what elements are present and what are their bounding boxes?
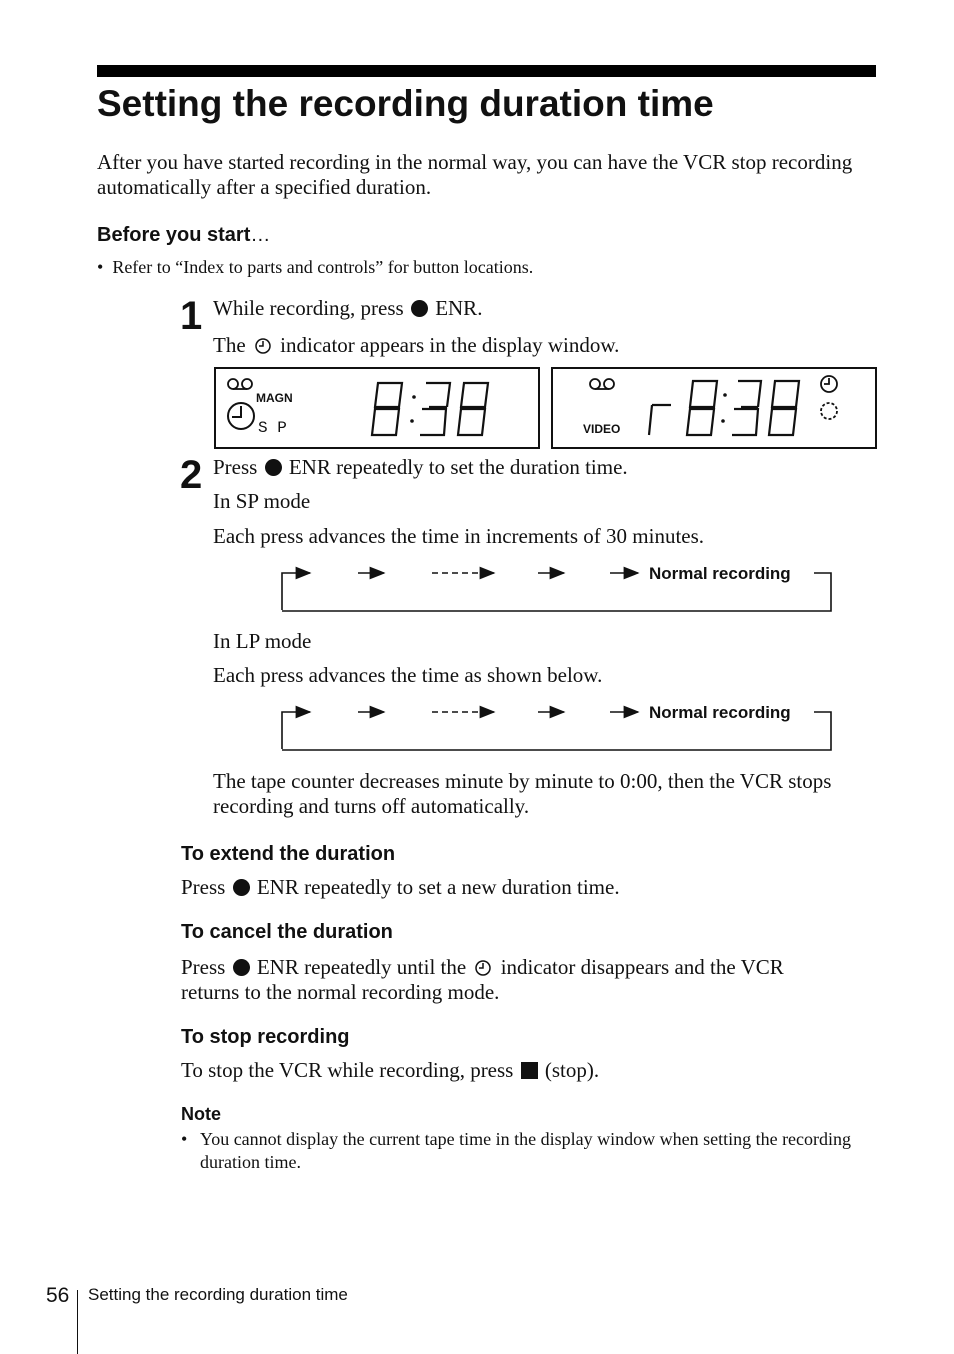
sp-label: S P bbox=[258, 419, 287, 437]
extend-text: Press ENR repeatedly to set a new duration time. bbox=[181, 875, 620, 899]
display-window-sp bbox=[214, 367, 540, 449]
footer-divider bbox=[77, 1290, 78, 1354]
step-1-line-2: The indicator appears in the display window. bbox=[213, 333, 620, 357]
clock-indicator-icon bbox=[474, 959, 492, 977]
intro-text: After you have started recording in the normal way, you can have the VCR stop recording automatically after a specified duration. bbox=[97, 150, 853, 199]
before-start-bullet: • Refer to “Index to parts and controls” for button locations. bbox=[97, 257, 534, 277]
stop-square-icon bbox=[521, 1062, 538, 1079]
extend-heading: To extend the duration bbox=[181, 843, 396, 865]
sp-flow-diagram bbox=[280, 560, 835, 616]
page-title: Setting the recording duration time bbox=[97, 83, 714, 124]
lp-flow-end-label: Normal recording bbox=[649, 703, 791, 722]
segment-digits bbox=[649, 381, 799, 435]
indicator-icons bbox=[821, 376, 837, 419]
magn-label: MAGN bbox=[256, 391, 293, 405]
note-bullet: • You cannot display the current tape time in the display window when setting the recording duration time. bbox=[181, 1129, 852, 1172]
tape-icon bbox=[590, 379, 614, 389]
footer-section-title: Setting the recording duration time bbox=[88, 1285, 348, 1304]
step-1-line-1: While recording, press ENR. bbox=[213, 296, 483, 320]
title-rule bbox=[97, 65, 876, 77]
video-label: VIDEO bbox=[583, 422, 621, 436]
segment-digits bbox=[372, 383, 488, 435]
stop-text: To stop the VCR while recording, press (stop). bbox=[181, 1058, 600, 1082]
stop-heading: To stop recording bbox=[181, 1026, 350, 1048]
display-window-video bbox=[551, 367, 877, 449]
sp-mode-heading: In SP mode bbox=[213, 489, 311, 513]
record-dot-icon bbox=[233, 959, 250, 976]
cancel-heading: To cancel the duration bbox=[181, 921, 393, 943]
record-dot-icon bbox=[411, 300, 428, 317]
step-2-line-1: Press ENR repeatedly to set the duration time. bbox=[213, 455, 628, 479]
timer-clock-icon bbox=[228, 403, 254, 429]
tape-icon bbox=[228, 379, 252, 389]
cancel-text: Press ENR repeatedly until the indicator disappears and the VCR returns to the normal recording mode. bbox=[181, 955, 784, 1004]
sp-flow-end-label: Normal recording bbox=[649, 564, 791, 583]
record-dot-icon bbox=[265, 459, 282, 476]
step-1-number: 1 bbox=[180, 294, 203, 338]
record-dot-icon bbox=[233, 879, 250, 896]
page-number: 56 bbox=[46, 1284, 70, 1307]
lp-mode-heading: In LP mode bbox=[213, 629, 312, 653]
sp-mode-text: Each press advances the time in increments of 30 minutes. bbox=[213, 524, 705, 548]
note-heading: Note bbox=[181, 1104, 221, 1124]
step-2-after-text: The tape counter decreases minute by minute to 0:00, then the VCR stops recording and turns off automatically. bbox=[213, 769, 832, 818]
lp-mode-text: Each press advances the time as shown below. bbox=[213, 663, 603, 687]
before-start-heading: Before you start… bbox=[97, 224, 271, 246]
clock-indicator-icon bbox=[254, 337, 272, 355]
step-2-number: 2 bbox=[180, 453, 203, 497]
lp-flow-diagram bbox=[280, 699, 835, 755]
